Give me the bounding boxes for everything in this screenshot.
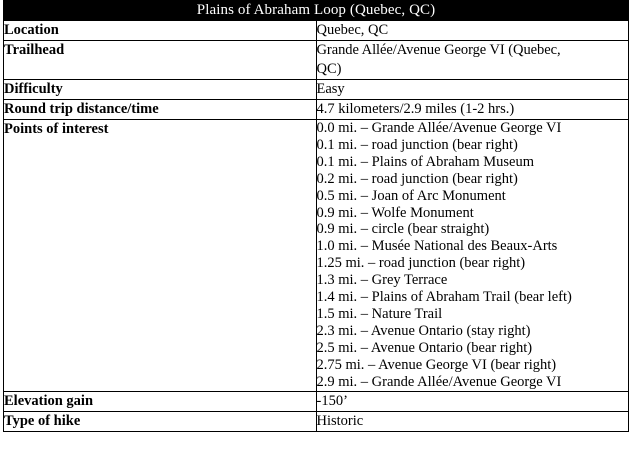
point-of-interest-item: 0.1 mi. – road junction (bear right) bbox=[316, 136, 518, 153]
table-row-type-of-hike bbox=[4, 411, 629, 431]
point-of-interest-item: 0.9 mi. – Wolfe Monument bbox=[316, 204, 474, 221]
row-label-difficulty: Difficulty bbox=[4, 80, 317, 100]
row-value-points-of-interest bbox=[316, 120, 629, 392]
point-of-interest-item: 2.3 mi. – Avenue Ontario (stay right) bbox=[316, 322, 531, 339]
row-value-type-of-hike: Historic bbox=[316, 411, 629, 431]
point-of-interest-item: 1.25 mi. – road junction (bear right) bbox=[316, 255, 526, 272]
point-of-interest-item: 1.0 mi. – Musée National des Beaux-Arts bbox=[316, 238, 558, 255]
table-row-round-trip bbox=[4, 100, 629, 120]
page-title: Plains of Abraham Loop (Quebec, QC) bbox=[4, 1, 629, 21]
point-of-interest-item: 0.0 mi. – Grande Allée/Avenue George VI bbox=[316, 120, 562, 136]
point-of-interest-item: 2.9 mi. – Grande Allée/Avenue George VI bbox=[316, 373, 562, 390]
point-of-interest-item: 0.1 mi. – Plains of Abraham Museum bbox=[316, 153, 534, 170]
row-value-trailhead bbox=[316, 41, 629, 80]
point-of-interest-item: 2.75 mi. – Avenue George VI (bear right) bbox=[316, 356, 557, 373]
point-of-interest-item: 0.9 mi. – circle (bear straight) bbox=[316, 221, 490, 238]
hike-info-table bbox=[3, 0, 629, 432]
row-value-location: Quebec, QC bbox=[316, 21, 629, 41]
point-of-interest-item: 0.2 mi. – road junction (bear right) bbox=[316, 170, 518, 187]
trailhead-line-2: QC) bbox=[316, 61, 342, 77]
point-of-interest-item: 2.5 mi. – Avenue Ontario (bear right) bbox=[316, 339, 533, 356]
table-row-trailhead bbox=[4, 41, 629, 80]
table-row-elevation-gain bbox=[4, 391, 629, 411]
trailhead-line-1: Grande Allée/Avenue George VI (Quebec, bbox=[316, 42, 561, 58]
table-row-points-of-interest bbox=[4, 120, 629, 392]
row-label-elevation-gain: Elevation gain bbox=[4, 391, 317, 411]
point-of-interest-item: 0.5 mi. – Joan of Arc Monument bbox=[316, 187, 506, 204]
row-label-points-of-interest: Points of interest bbox=[4, 120, 317, 392]
point-of-interest-item: 1.4 mi. – Plains of Abraham Trail (bear left) bbox=[316, 289, 572, 306]
table-row-location bbox=[4, 21, 629, 41]
table-row-difficulty bbox=[4, 80, 629, 100]
table-title-row bbox=[4, 1, 629, 21]
row-value-round-trip-distance-time: 4.7 kilometers/2.9 miles (1-2 hrs.) bbox=[316, 100, 629, 120]
row-label-trailhead: Trailhead bbox=[4, 41, 317, 80]
point-of-interest-item: 1.5 mi. – Nature Trail bbox=[316, 305, 443, 322]
row-label-round-trip-distance-time: Round trip distance/time bbox=[4, 100, 317, 120]
row-label-type-of-hike: Type of hike bbox=[4, 411, 317, 431]
row-label-location: Location bbox=[4, 21, 317, 41]
point-of-interest-item: 1.3 mi. – Grey Terrace bbox=[316, 272, 448, 289]
row-value-elevation-gain: -150’ bbox=[316, 391, 629, 411]
points-of-interest-list bbox=[317, 120, 629, 391]
row-value-difficulty: Easy bbox=[316, 80, 629, 100]
